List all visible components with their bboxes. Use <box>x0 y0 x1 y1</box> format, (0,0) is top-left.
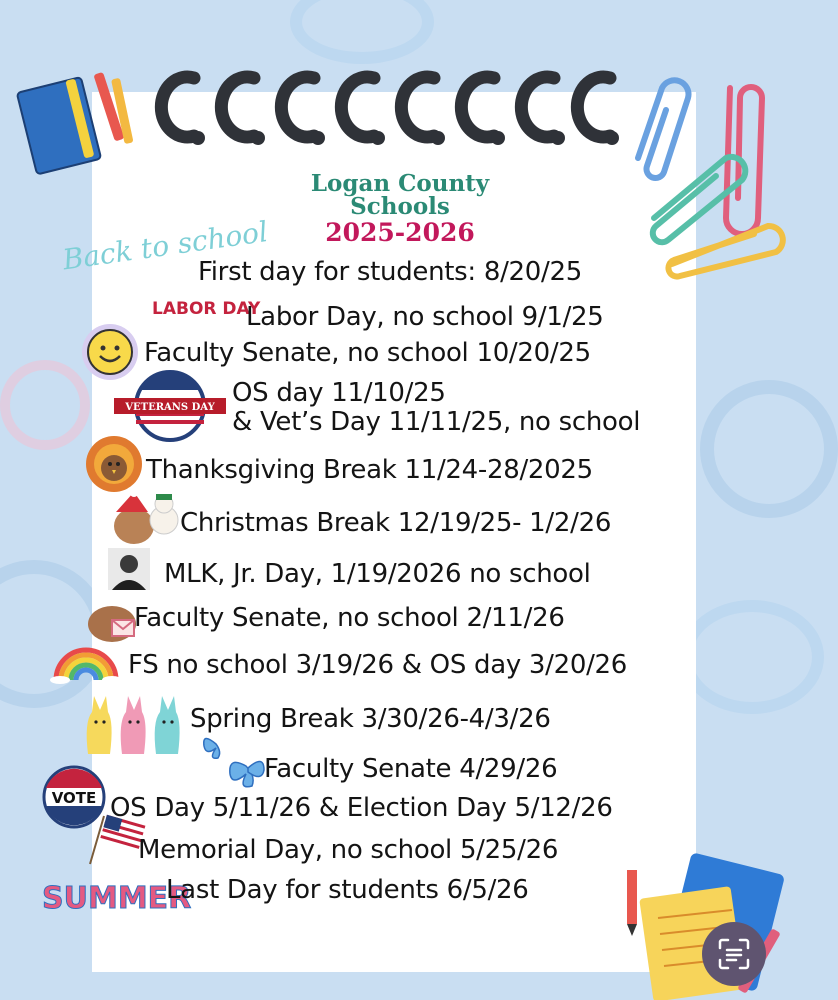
event-faculty-senate-apr: Faculty Senate 4/29/26 <box>264 754 558 784</box>
back-to-school-label: Back to school <box>60 215 270 277</box>
background-swirl <box>700 380 838 518</box>
binder-rings <box>150 58 620 150</box>
event-os-election-day: OS Day 5/11/26 & Election Day 5/12/26 <box>110 793 613 823</box>
event-fs-os-march: FS no school 3/19/26 & OS day 3/20/26 <box>128 650 628 680</box>
background-swirl <box>290 0 434 64</box>
event-faculty-senate-oct: Faculty Senate, no school 10/20/25 <box>144 338 591 368</box>
scan-text-button[interactable] <box>702 922 766 986</box>
event-thanksgiving: Thanksgiving Break 11/24-28/2025 <box>146 455 593 485</box>
event-os-day-nov: OS day 11/10/25 <box>232 378 446 408</box>
summer-label: SUMMER <box>42 881 192 916</box>
event-vets-day: & Vet’s Day 11/11/25, no school <box>232 407 641 437</box>
scan-text-icon <box>717 937 751 971</box>
event-labor-day: Labor Day, no school 9/1/25 <box>246 302 604 332</box>
butterfly-icon <box>198 730 270 792</box>
title-county: Logan County <box>310 170 490 197</box>
rainbow-icon <box>50 644 122 684</box>
title-schools: Schools <box>350 193 450 220</box>
back-to-school-badge <box>58 215 270 304</box>
vote-label: VOTE <box>51 789 97 807</box>
christmas-pets-icon <box>108 490 182 546</box>
event-first-day: First day for students: 8/20/25 <box>198 257 582 287</box>
event-last-day: Last Day for students 6/5/26 <box>166 875 529 905</box>
mlk-portrait-icon <box>108 548 150 590</box>
event-christmas: Christmas Break 12/19/25- 1/2/26 <box>180 508 612 538</box>
labor-day-badge <box>150 294 261 340</box>
notepad-icon <box>636 856 786 1000</box>
labor-day-label: LABOR DAY <box>152 299 261 319</box>
paperclip-icon <box>618 68 788 278</box>
summer-badge <box>40 870 192 920</box>
school-title <box>280 172 520 245</box>
turkey-icon <box>84 432 144 498</box>
notebook-icon <box>18 62 138 172</box>
title-year: 2025-2026 <box>325 218 475 247</box>
event-memorial-day: Memorial Day, no school 5/25/26 <box>138 835 559 865</box>
event-mlk-day: MLK, Jr. Day, 1/19/2026 no school <box>164 559 591 589</box>
veterans-day-label: VETERANS DAY <box>125 402 215 413</box>
event-spring-break: Spring Break 3/30/26-4/3/26 <box>190 704 551 734</box>
background-swirl <box>680 600 824 714</box>
background-swirl <box>0 360 90 450</box>
easter-bunnies-icon <box>80 692 186 758</box>
event-faculty-senate-feb: Faculty Senate, no school 2/11/26 <box>134 603 565 633</box>
